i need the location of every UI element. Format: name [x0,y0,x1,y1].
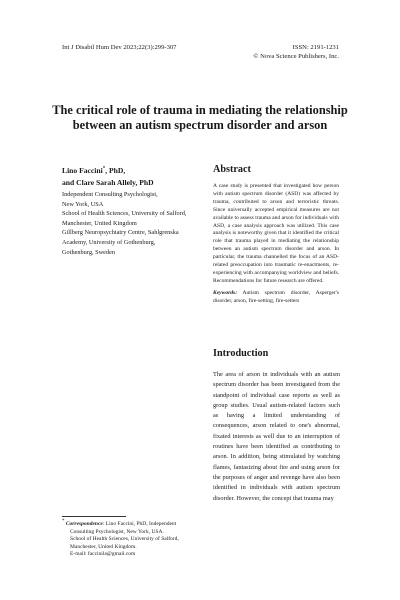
footnote-divider [62,516,126,517]
affiliation-line: Independent Consulting Psychologist, [62,191,158,198]
keywords-text: Autism spectrum disorder, Asperger's disorder, arson, fire-setting, fire-setters [213,289,339,304]
footnote-line: Consulting Psychologist, New York, USA. [70,528,164,535]
journal-info [253,43,339,61]
footnote-label: Correspondence [65,521,103,527]
footnote-first-line [62,521,192,529]
publisher: © Nova Science Publishers, Inc. [253,53,339,60]
affiliation-line: New York, USA [62,200,104,208]
introduction-text: The area of arson in individuals with an autism spectrum disorder has been investigated from the standpoint of individual case reports as well as group studies. Usual autism-related factors such as having a limited understanding of consequences, arson related to one's abnormal, fixated interests as well due to an interruption of routines have been identified as contributing to arson. In addition, being stimulated by watching flames, fantasizing about fire and using arson for the purposes of anger and revenge have also been identified in individuals with autism spectrum disorder. However, the concept that trauma may [213,371,340,502]
footnote-marker: * [62,519,65,525]
introduction-heading: Introduction [213,348,269,359]
footnote-line: School of Health Sciences, University of Salford, [70,536,179,543]
author-name-faccini: Lino Faccini [62,166,103,175]
author-line-1 [62,165,190,177]
affiliation-line: School of Health Sciences, University of Salford, [62,210,187,218]
article-title: The critical role of trauma in mediating the relationship between an autism spectrum disorder and arson [52,103,348,132]
author-degree: , PhD, [105,166,126,175]
abstract-text: A case study is presented that investigated how person with autism spectrum disorder (ASD) was affected by trauma, contributed to arson and terroristic threats. Since universally accepted empirical measures are not available to assess trauma and arson for individuals with ASD, a case analysis approach was utilized. This case analysis is noteworthy given that it identified the critical role that trauma played in mediating the relationship between an autism spectrum disorder and arson. In particular, the trauma channelled the focus of an ASD-related preoccupation into traumatic re-enactments, re-experiencing with accompanying worldview and beliefs. Recommendations for future research are offered. [213,183,339,284]
author-line-2: and Clare Sarah Allely, PhD [62,178,154,187]
footnote-email: E-mail: faccinila@gmail.com [70,551,136,558]
issn: ISSN: 2191-1231 [292,44,339,51]
keywords-label: Keywords: [213,289,238,296]
affiliations [62,190,190,257]
footnote-line: Manchester, United Kingdom. [70,543,137,550]
footnote-text: : Lino Faccini, PhD, Independent [102,521,177,527]
affiliation-line: Gothenburg, Sweden [62,248,116,256]
keywords [213,290,339,306]
affiliation-line: Academy, University of Gothenburg, [62,238,156,246]
affiliation-line: Gillberg Neuropsychiatry Centre, Sahlgrenska [62,229,179,237]
journal-citation: Int J Disabil Hum Dev 2023;22(3):299-307 [62,44,177,51]
affiliation-line: Manchester, United Kingdom [62,219,137,227]
author-block [62,165,190,257]
author-names [62,165,190,189]
abstract-heading: Abstract [213,164,251,175]
abstract-section [213,163,339,306]
corresponding-marker: * [102,166,106,172]
correspondence-footnote [62,521,192,559]
